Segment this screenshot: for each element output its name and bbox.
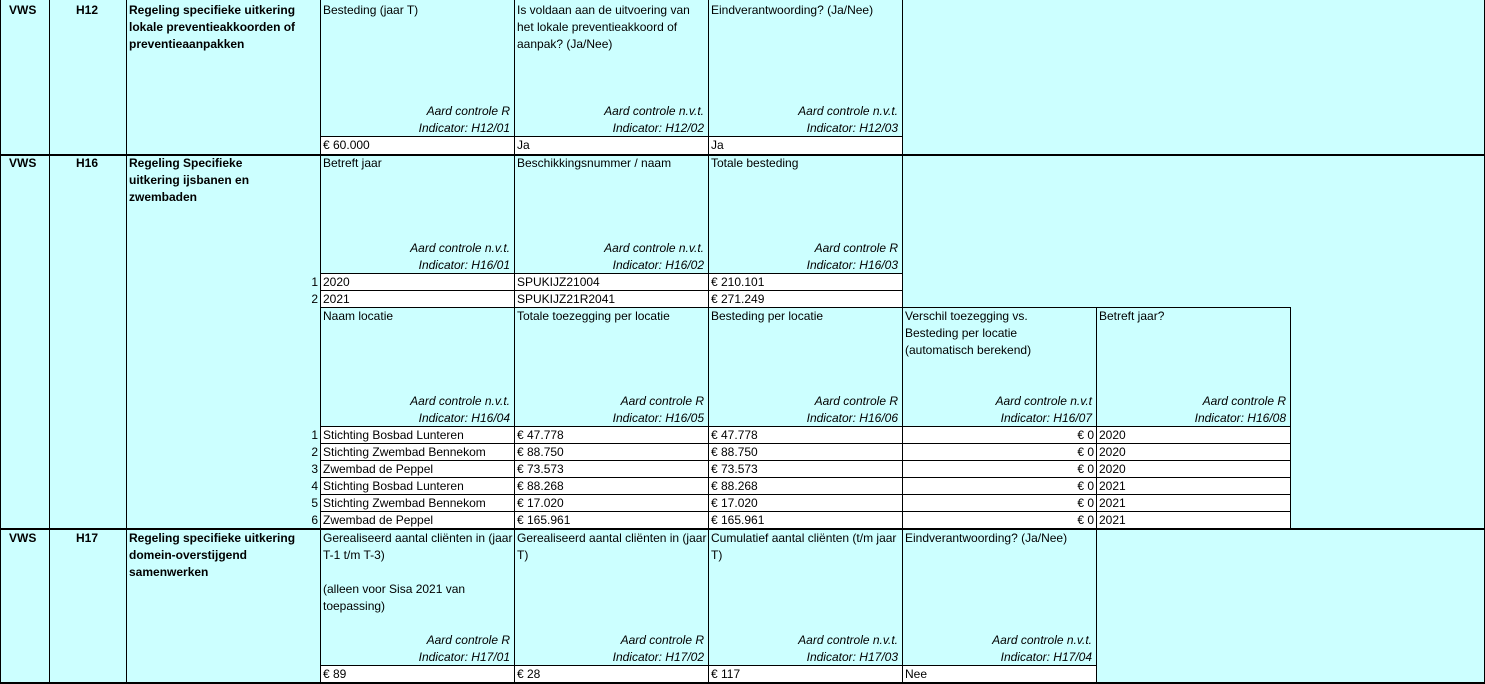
h12-value-row-bg (320, 137, 902, 154)
value-cell[interactable]: € 47.778 (711, 428, 758, 442)
regulation-code: H17 (76, 531, 99, 545)
indicator-code: Indicator: H16/06 (806, 411, 898, 425)
value-cell[interactable]: 2021 (1099, 479, 1126, 493)
indicator-code: Indicator: H16/08 (1194, 411, 1286, 425)
indicator-code: Indicator: H17/04 (1000, 650, 1092, 664)
value-cell[interactable]: 2021 (1099, 513, 1126, 527)
indicator-code: Indicator: H16/03 (806, 258, 898, 272)
value-cell[interactable]: 2020 (323, 275, 350, 289)
column-header: Totale besteding (711, 156, 799, 170)
column-header: Betreft jaar? (1099, 309, 1165, 323)
value-cell[interactable]: € 210.101 (711, 275, 765, 289)
row-number: 3 (311, 462, 318, 476)
value-cell[interactable]: € 0 (1077, 496, 1094, 510)
indicator-code: Indicator: H16/07 (1000, 411, 1092, 425)
column-header: Eindverantwoording? (Ja/Nee) (905, 531, 1068, 545)
value-cell[interactable]: Stichting Bosbad Lunteren (323, 428, 464, 442)
indicator-code: Indicator: H12/02 (612, 121, 704, 135)
row-number: 1 (311, 428, 318, 442)
value-cell[interactable]: € 0 (1077, 445, 1094, 459)
row-number: 2 (311, 292, 318, 306)
control-type: Aard controle n.v.t. (798, 633, 898, 647)
value-cell[interactable]: € 0 (1077, 479, 1094, 493)
value-cell[interactable]: Stichting Bosbad Lunteren (323, 479, 464, 493)
column-header: Beschikkingsnummer / naam (517, 156, 672, 170)
value-cell[interactable]: SPUKIJZ21004 (517, 275, 600, 289)
value-cell[interactable]: Stichting Zwembad Bennekom (323, 445, 486, 459)
value-cell[interactable]: Zwembad de Peppel (323, 513, 434, 527)
column-header: Cumulatief aantal cliënten (t/m jaar T) (711, 531, 897, 562)
regulation-title: Regeling specifieke uitkering domein-overstijgend samenwerken (129, 531, 296, 579)
ministry-label: VWS (9, 156, 37, 170)
value-cell[interactable]: € 165.961 (711, 513, 765, 527)
value-cell[interactable]: € 88.268 (517, 479, 564, 493)
row-number: 6 (311, 513, 318, 527)
value-cell[interactable]: Ja (517, 138, 530, 152)
value-cell[interactable]: € 47.778 (517, 428, 564, 442)
value-cell[interactable]: € 89 (323, 667, 347, 681)
column-header: Eindverantwoording? (Ja/Nee) (711, 3, 874, 17)
value-cell[interactable]: € 73.573 (711, 462, 758, 476)
indicator-code: Indicator: H17/03 (806, 650, 898, 664)
value-cell[interactable]: € 117 (711, 667, 741, 681)
value-cell[interactable]: € 88.750 (711, 445, 758, 459)
value-cell[interactable]: Stichting Zwembad Bennekom (323, 496, 486, 510)
column-header: Gerealiseerd aantal cliënten in (jaar T-1 t/m T-3) (323, 531, 513, 562)
indicator-code: Indicator: H16/05 (612, 411, 704, 425)
value-cell[interactable]: € 271.249 (711, 292, 765, 306)
value-cell[interactable]: € 73.573 (517, 462, 564, 476)
value-cell[interactable]: 2020 (1099, 428, 1126, 442)
control-type: Aard controle n.v.t. (604, 104, 704, 118)
indicator-code: Indicator: H16/01 (418, 258, 510, 272)
indicator-code: Indicator: H17/02 (612, 650, 704, 664)
value-cell[interactable]: € 165.961 (517, 513, 571, 527)
column-header: Gerealiseerd aantal cliënten in (jaar T) (517, 531, 707, 562)
value-cell[interactable]: € 88.268 (711, 479, 758, 493)
control-type: Aard controle R (1202, 394, 1286, 408)
indicator-code: Indicator: H16/02 (612, 258, 704, 272)
value-cell[interactable]: SPUKIJZ21R2041 (517, 292, 616, 306)
indicator-code: Indicator: H12/01 (418, 121, 510, 135)
regulation-code: H16 (76, 156, 99, 170)
row-number: 5 (311, 496, 318, 510)
control-type: Aard controle n.v.t. (410, 394, 510, 408)
row-number: 4 (311, 479, 318, 493)
control-type: Aard controle n.v.t. (992, 633, 1092, 647)
control-type: Aard controle R (620, 394, 704, 408)
value-cell[interactable]: € 17.020 (517, 496, 564, 510)
control-type: Aard controle R (814, 394, 898, 408)
value-cell[interactable]: € 17.020 (711, 496, 758, 510)
column-header: Is voldaan aan de uitvoering van het lokale preventieakkoord of aanpak? (Ja/Nee) (517, 3, 690, 51)
value-cell[interactable]: Nee (905, 667, 928, 681)
control-type: Aard controle n.v.t. (410, 241, 510, 255)
indicator-code: Indicator: H17/01 (418, 650, 510, 664)
value-cell[interactable]: Zwembad de Peppel (323, 462, 434, 476)
value-cell[interactable]: 2020 (1099, 462, 1126, 476)
column-header: Totale toezegging per locatie (517, 309, 670, 323)
indicator-code: Indicator: H12/03 (806, 121, 898, 135)
indicator-code: Indicator: H16/04 (418, 411, 510, 425)
control-type: Aard controle R (620, 633, 704, 647)
value-cell[interactable]: 2020 (1099, 445, 1126, 459)
value-cell[interactable]: € 0 (1077, 428, 1094, 442)
value-cell[interactable]: 2021 (323, 292, 350, 306)
row-number: 1 (311, 275, 318, 289)
value-cell[interactable]: 2021 (1099, 496, 1126, 510)
column-header: Verschil toezegging vs. Besteding per locatie (automatisch berekend) (905, 309, 1032, 357)
column-note: (alleen voor Sisa 2021 van toepassing) (323, 582, 466, 613)
value-cell[interactable]: € 60.000 (323, 138, 370, 152)
control-type: Aard controle n.v.t (995, 394, 1092, 408)
column-header: Betreft jaar (323, 156, 382, 170)
value-cell[interactable]: € 0 (1077, 513, 1094, 527)
column-header: Besteding (jaar T) (323, 3, 419, 17)
value-cell[interactable]: € 28 (517, 667, 541, 681)
control-type: Aard controle R (426, 633, 510, 647)
ministry-label: VWS (9, 3, 37, 17)
regulation-title: Regeling Specifieke uitkering ijsbanen en zwembaden (129, 156, 250, 204)
value-cell[interactable]: € 88.750 (517, 445, 564, 459)
control-type: Aard controle R (814, 241, 898, 255)
column-header: Naam locatie (323, 309, 394, 323)
regulation-code: H12 (76, 3, 99, 17)
control-type: Aard controle R (426, 104, 510, 118)
value-cell[interactable]: Ja (711, 138, 724, 152)
control-type: Aard controle n.v.t. (604, 241, 704, 255)
control-type: Aard controle n.v.t. (798, 104, 898, 118)
ministry-label: VWS (9, 531, 37, 545)
row-number: 2 (311, 445, 318, 459)
value-cell[interactable]: € 0 (1077, 462, 1094, 476)
regulation-title: Regeling specifieke uitkering lokale preventieakkoorden of preventieaanpakken (129, 3, 296, 51)
column-header: Besteding per locatie (711, 309, 824, 323)
